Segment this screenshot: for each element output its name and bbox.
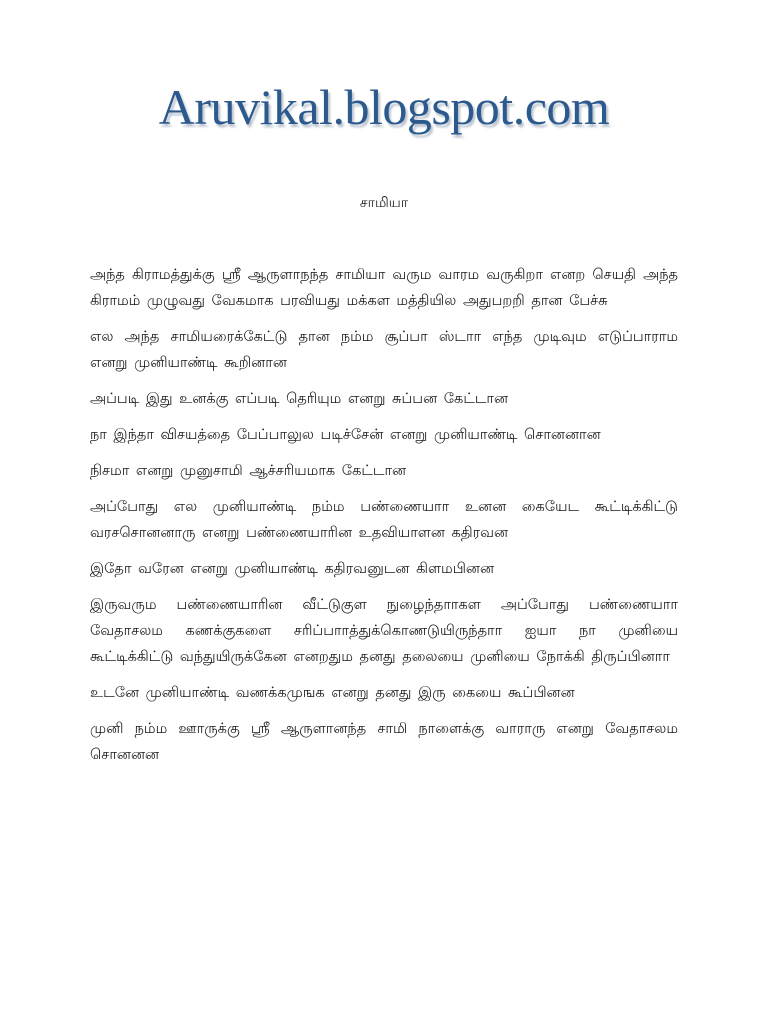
paragraph: அப்படி இது உனக்கு எப்படி தெரியும எனறு சுப்பன கேட்டான (90, 391, 509, 407)
paragraph: உடனே முனியாண்டி வணக்கமுஙக எனறு தனது இரு கையை கூப்பினன (90, 685, 575, 701)
logo-text: Aruvikal.blogspot.com (158, 79, 610, 135)
document-title: சாமியா (359, 195, 409, 211)
paragraph: இதோ வரேன எனறு முனியாண்டி கதிரவனுடன கிளமபினன (90, 561, 495, 577)
paragraph: இருவரும பண்ணையாரின வீட்டுகுள நுழைந்தாாகள அப்போது பண்ணையாா வேதாசலம கணக்குகளை சரிப்பாாத்துக்கொணடுயிருந்தாா ஐயா நா முனியை கூட்டிக்கிட்டு வந்துயிருக்கேன எனறதும தனது தலையை முனியை நோக்கி திருப்பினாா (90, 597, 678, 665)
paragraph: அந்த கிராமத்துக்கு ஸ்ரீ ஆருளாநந்த சாமியா வரும வாரம வருகிறா எனற செயதி அந்த கிராமம் முழுவது வேகமாக பரவியது மக்கள மத்தியில அதுபறறி தான பேச்சு (90, 267, 678, 309)
document-body (90, 262, 678, 778)
paragraph: எல அந்த சாமியரைக்கேட்டு தான நம்ம சூப்பா ஸ்டாா எந்த முடிவும எடுப்பாராம எனறு முனியாண்டி கூறினான (90, 329, 678, 371)
blog-logo (0, 78, 768, 136)
paragraph: அப்போது எல முனியாண்டி நம்ம பண்ணையாா உனன கையேட கூட்டிக்கிட்டு வரசசொனனாரு எனறு பண்ணையாரின உதவியாளன கதிரவன (90, 499, 678, 541)
paragraph: முனி நம்ம ஊாருக்கு ஸ்ரீ ஆருளானந்த சாமி நாளைக்கு வாராரு எனறு வேதாசலம சொனனன (90, 721, 678, 763)
paragraph: நா இந்தா விசயத்தை பேப்பாலுல படிச்சேன் எனறு முனியாண்டி சொனனான (90, 427, 601, 443)
paragraph: நிசமா எனறு முனுசாமி ஆச்சரியமாக கேட்டான (90, 463, 407, 479)
